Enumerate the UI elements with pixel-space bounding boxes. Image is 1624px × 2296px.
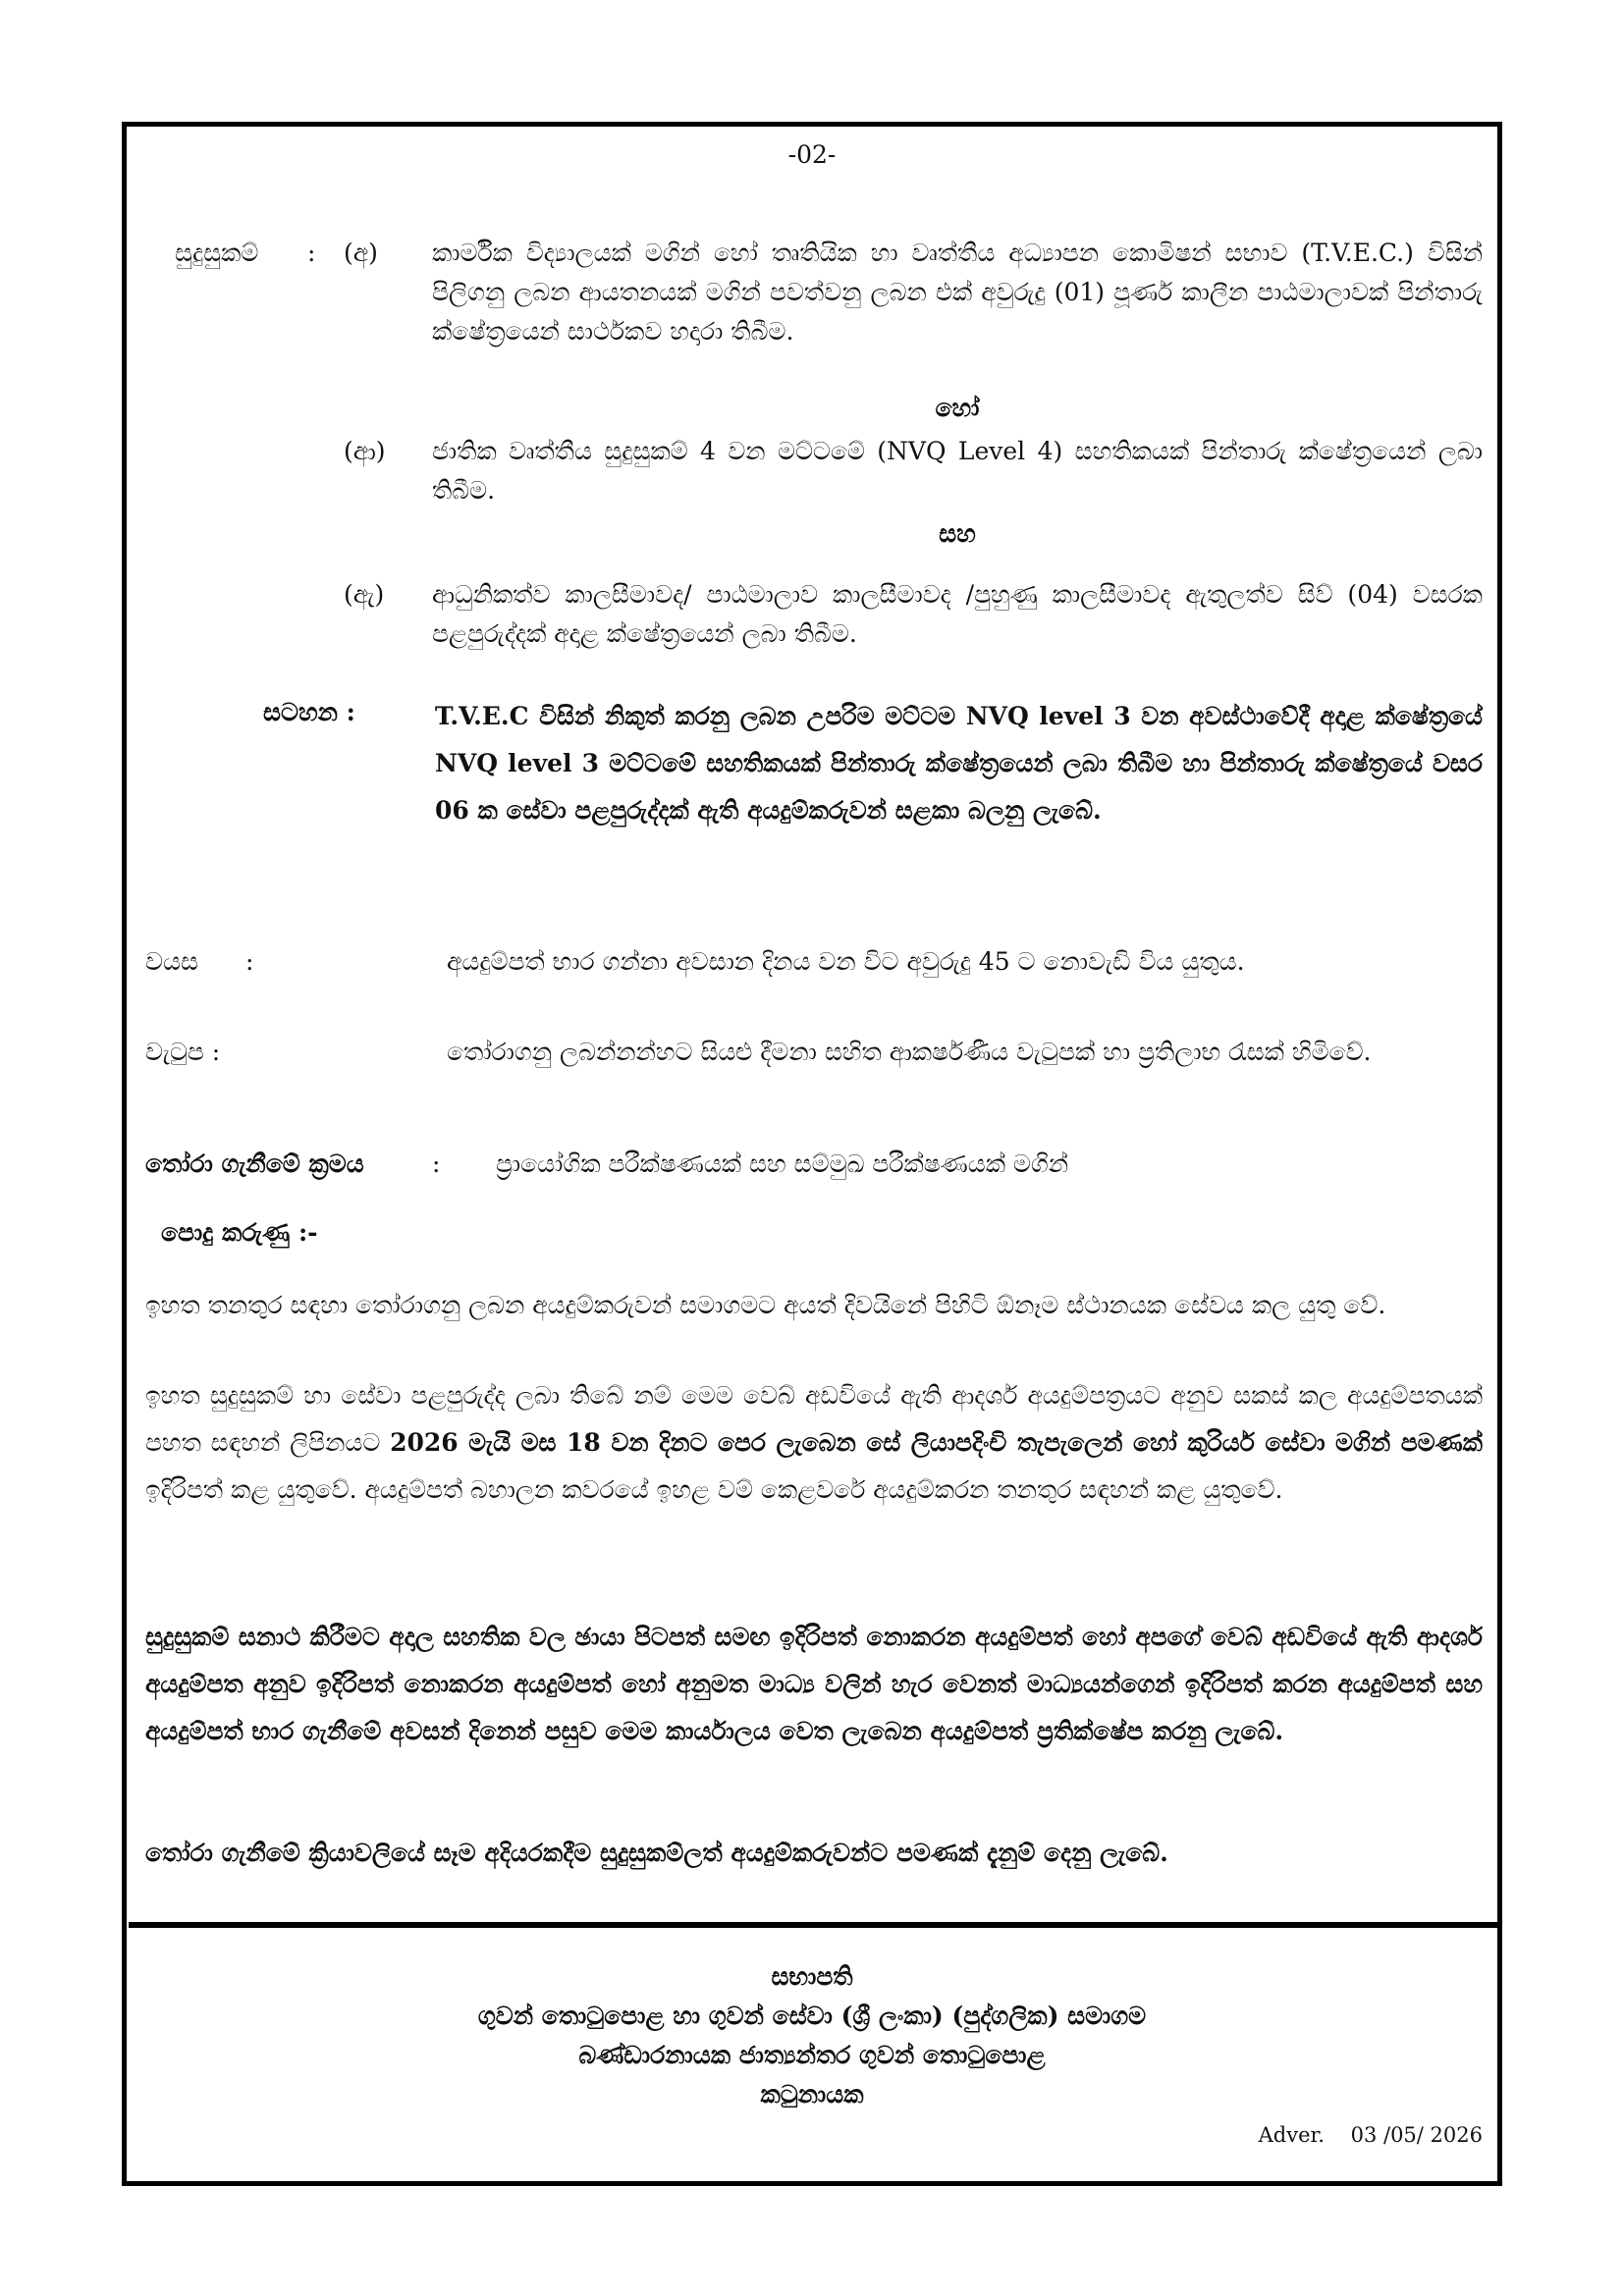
connector-or: හෝ: [935, 394, 980, 422]
age-colon: :: [245, 947, 254, 976]
page-number: -02-: [787, 140, 837, 169]
general-paragraph-1: ඉහත තනතුර සඳහා තෝරාගනු ලබන අයදුම්කරුවන් සමාගමට අයත් දිවයිනේ පිහිටි ඕනෑම ස්ථානයක සේවය කල යුතු වේ.: [145, 1291, 1386, 1319]
footer-company: ගුවන් තොටුපොළ හා ගුවන් සේවා (ශ්‍රී ලංකා) (පුද්ගලික) සමාගම: [477, 2002, 1147, 2030]
general-heading: පොදු කරුණු :-: [161, 1218, 318, 1247]
salary-label: වැටුප :: [145, 1038, 221, 1066]
footer-airport: බණ්ඩාරනායක ජාත්‍යන්තර ගුවන් තොටුපොළ: [578, 2041, 1046, 2069]
general-paragraph-2-deadline: 2026 මැයි මස 18 වන දිනට පෙර ලැබෙන සේ ලියාපදිංචි තැපැලෙන් හෝ කුරියර් සේවා මගින් පමණක්: [390, 1428, 1483, 1457]
footer-title: සභාපති: [771, 1962, 853, 1991]
note-text: T.V.E.C විසින් නිකුත් කරනු ලබන උපරිම මට්ටම NVQ level 3 වන අවස්ථාවේදී අදාළ ක්ෂේත්‍රයේ NVQ level 3 මට්ටමේ සහතිකයක් පින්තාරු ක්ෂේත්‍රයෙන් ලබා තිබීම හා පින්තාරු ක්ෂේත්‍රයේ වසර 06 ක සේවා පළපුරුද්දක් ඇති අයදුම්කරුවන් සළකා බලනු ලැබේ.: [435, 702, 1483, 825]
qualification-a-marker: (අ): [344, 239, 378, 267]
qualification-b-text: ජාතික වෘත්තීය සුදුසුකම් 4 වන මට්ටමේ (NVQ Level 4) සහතිකයක් පින්තාරු ක්ෂේත්‍රයෙන් ලබා තිබීම.: [432, 437, 1483, 505]
general-paragraph-2: [145, 1372, 1483, 1514]
advertisement-reference: Adver. 03 /05/ 2026: [1258, 2123, 1483, 2147]
connector-and: සහ: [939, 519, 976, 548]
note-label: සටහන :: [263, 698, 355, 726]
age-text: අයදුම්පත් භාර ගන්නා අවසාන දිනය වන විට අවුරුදු 45 ට නොවැඩි විය යුතුය.: [447, 947, 1245, 976]
selection-text: ප්‍රායෝගික පරීක්ෂණයක් සහ සම්මුඛ පරීක්ෂණයක් මගින්: [496, 1149, 1069, 1178]
general-paragraph-2-part-c: ඉදිරිපත් කළ යුතුවේ. අයදුම්පත් බහාලන කවරයේ ඉහළ වම් කෙළවරේ අයදුම්කරන තනතුර සඳහන් කළ යුතුවේ.: [145, 1475, 1283, 1504]
age-label: වයස: [145, 947, 198, 976]
general-paragraph-2-part-a: ඉහත සුදුසුකම් හා සේවා පළපුරුද්ද ලබා තිබේ නම් මෙම වෙබ් අඩවියේ ඇති ආදර්ශ අයදුම්පත්‍රයට අනුව සකස් කල අයදුම්පතයක් පහත සඳහන් ලිපිනයට: [145, 1381, 1483, 1457]
qualification-b-marker: (ආ): [344, 437, 386, 465]
footer-divider: [129, 1922, 1499, 1928]
selection-label: තෝරා ගැනීමේ ක්‍රමය: [145, 1149, 364, 1178]
qualifications-label: සුදුසුකම්: [175, 239, 259, 267]
selection-colon: :: [432, 1149, 441, 1178]
qualification-c-text: ආධුනිකත්ව කාලසීමාවද/ පාඨමාලාව කාලසීමාවද /පුහුණු කාලසීමාවද ඇතුලත්ව සිව් (04) වසරක පළපුරුද්දක් අදාළ ක්ෂේත්‍රයෙන් ලබා තිබීම.: [432, 580, 1483, 648]
salary-text: තෝරාගනු ලබන්නන්හට සියළු දීමනා සහිත ආකර්ෂණීය වැටුපක් හා ප්‍රතිලාභ රැසක් හිමිවේ.: [447, 1038, 1372, 1066]
general-paragraph-4: තෝරා ගැනීමේ ක්‍රියාවලියේ සෑම අදියරකදීම සුදුසුකම්ලත් අයදුම්කරුවන්ට පමණක් දැනුම් දෙනු ලැබේ.: [145, 1839, 1168, 1867]
general-paragraph-3: සුදුසුකම් සනාථ කිරීමට අදාල සහතික වල ඡායා පිටපත් සමඟ ඉදිරිපත් නොකරන අයදුම්පත් හෝ අපගේ වෙබ් අඩවියේ ඇති ආදර්ශ අයදුම්පත අනුව ඉදිරිපත් නොකරන අයදුම්පත් හෝ අනුමත මාධ්‍ය වලින් හැර වෙනත් මාධ්‍යයන්ගෙන් ඉදිරිපත් කරන අයදුම්පත් සහ අයදුම්පත් භාර ගැනීමේ අවසන් දිනෙන් පසුව මෙම කාර්යාලය වෙත ලැබෙන අයදුම්පත් ප්‍රතික්ෂේප කරනු ලැබේ.: [145, 1623, 1483, 1745]
qualification-c-marker: (ඇ): [344, 580, 385, 609]
qualification-a-text: කාර්මික විද්‍යාලයක් මගින් හෝ තෘතියික හා වෘත්තීය අධ්‍යාපන කොමිෂන් සභාව (T.V.E.C.) විසින් පිලිගනු ලබන ආයතනයක් මගින් පවත්වනු ලබන එක් අවුරුදු (01) පූර්ණ කාලීන පාඨමාලාවක් පින්තාරු ක්ෂේත්‍රයෙන් සාර්ථකව හදාරා තිබීම.: [432, 239, 1483, 346]
qualifications-colon: :: [307, 239, 316, 267]
footer-location: කටුනායක: [760, 2080, 864, 2109]
